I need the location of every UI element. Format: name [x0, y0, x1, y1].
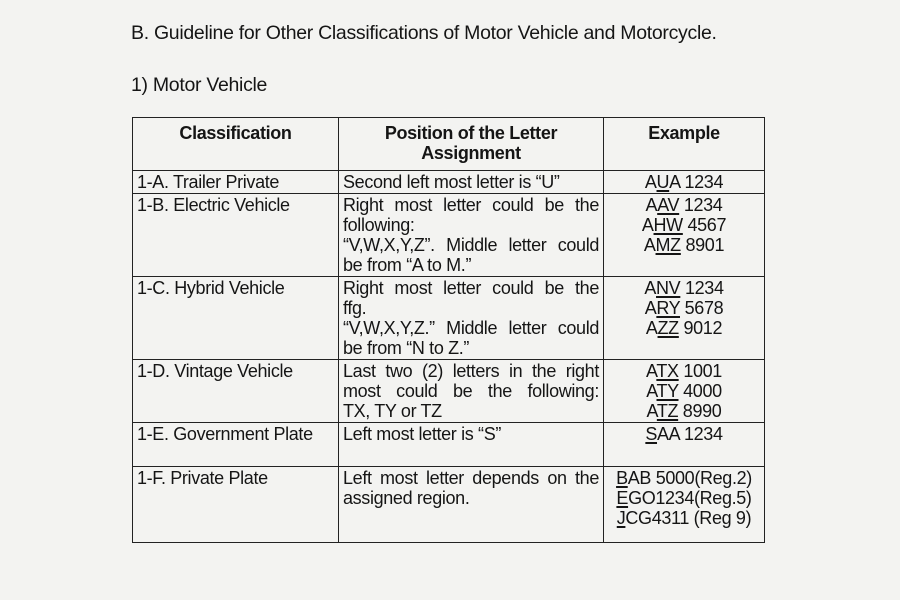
plate-text: 8990: [678, 401, 722, 421]
plate-example: [608, 278, 760, 298]
highlighted-letters: ZZ: [657, 318, 679, 338]
position-cell: [339, 277, 604, 360]
plate-example: [608, 361, 760, 381]
plate-example: [608, 381, 760, 401]
example-cell: [604, 467, 765, 543]
example-cell: [604, 171, 765, 194]
position-line: following:: [343, 215, 415, 235]
plate-example: [608, 298, 760, 318]
plate-example: [608, 401, 760, 421]
plate-example: [608, 318, 760, 338]
plate-text: A: [643, 235, 656, 255]
position-line: Left most letter is “S”: [343, 424, 501, 444]
classification-cell: 1-C. Hybrid Vehicle: [133, 277, 339, 360]
example-cell: [604, 277, 765, 360]
table-header-row: [133, 118, 765, 171]
plate-text: AA 1234: [657, 424, 723, 444]
table-row: [133, 171, 765, 194]
plate-text: A: [646, 381, 657, 401]
plate-example: [608, 508, 760, 528]
header-classification: Classification: [133, 118, 339, 171]
example-cell: [604, 194, 765, 277]
plate-text: A: [644, 298, 657, 318]
plate-text: 8901: [680, 235, 725, 255]
plate-example: [608, 195, 760, 215]
highlighted-letters: TX: [656, 361, 679, 381]
plate-text: GO1234(Reg.5): [628, 488, 752, 508]
position-line: be from “N to Z.”: [343, 338, 470, 358]
position-line: Right most letter could be the: [343, 195, 599, 215]
position-line: Right most letter could be the: [343, 278, 599, 298]
highlighted-letters: HW: [653, 215, 683, 235]
table-row: [133, 467, 765, 543]
plate-text: 5678: [680, 298, 724, 318]
plate-text: AB 5000(Reg.2): [627, 468, 752, 488]
plate-text: 1234: [680, 278, 724, 298]
plate-example: [608, 235, 760, 255]
position-cell: [339, 423, 604, 467]
plate-text: 4567: [682, 215, 727, 235]
plate-example: [608, 424, 760, 444]
plate-text: A: [644, 278, 657, 298]
classification-cell: 1-B. Electric Vehicle: [133, 194, 339, 277]
position-line: “V,W,X,Y,Z”. Middle letter could: [343, 235, 599, 255]
plate-text: 9012: [678, 318, 723, 338]
highlighted-letters: B: [616, 468, 628, 488]
plate-text: CG4311 (Reg 9): [625, 508, 752, 528]
position-line: Last two (2) letters in the right: [343, 361, 599, 381]
position-line: Second left most letter is “U”: [343, 172, 560, 192]
subsection-heading: 1) Motor Vehicle: [131, 74, 268, 96]
highlighted-letters: NV: [656, 278, 681, 298]
position-cell: [339, 360, 604, 423]
position-line: ffg.: [343, 298, 367, 318]
highlighted-letters: J: [616, 508, 626, 528]
header-example: Example: [604, 118, 765, 171]
position-line: “V,W,X,Y,Z.” Middle letter could: [343, 318, 599, 338]
plate-text: A: [646, 401, 657, 421]
plate-text: A: [645, 195, 658, 215]
position-cell: [339, 194, 604, 277]
classification-cell: 1-E. Government Plate: [133, 423, 339, 467]
section-heading: B. Guideline for Other Classifications of Motor Vehicle and Motorcycle.: [131, 22, 717, 44]
plate-example: [608, 215, 760, 235]
table-body: [133, 171, 765, 543]
plate-text: 1234: [679, 195, 723, 215]
position-line: assigned region.: [343, 488, 470, 508]
plate-text: A 1234: [669, 172, 724, 192]
classification-cell: 1-A. Trailer Private: [133, 171, 339, 194]
highlighted-letters: U: [656, 172, 670, 192]
position-line: Left most letter depends on the: [343, 468, 599, 488]
classification-cell: 1-F. Private Plate: [133, 467, 339, 543]
table-row: [133, 194, 765, 277]
highlighted-letters: MZ: [655, 235, 681, 255]
classification-table: [132, 117, 765, 543]
position-line: be from “A to M.”: [343, 255, 472, 275]
table-row: [133, 423, 765, 467]
plate-text: 4000: [678, 381, 722, 401]
header-position: Position of the Letter Assignment: [339, 118, 604, 171]
position-cell: [339, 171, 604, 194]
classification-cell: 1-D. Vintage Vehicle: [133, 360, 339, 423]
position-line: TX, TY or TZ: [343, 401, 442, 421]
example-cell: [604, 423, 765, 467]
plate-text: A: [646, 361, 657, 381]
example-cell: [604, 360, 765, 423]
highlighted-letters: E: [616, 488, 629, 508]
highlighted-letters: TZ: [656, 401, 679, 421]
highlighted-letters: AV: [657, 195, 680, 215]
position-line: most could be the following:: [343, 381, 599, 401]
highlighted-letters: TY: [656, 381, 679, 401]
plate-text: A: [644, 172, 657, 192]
plate-example: [608, 468, 760, 488]
table-row: [133, 360, 765, 423]
table-row: [133, 277, 765, 360]
plate-example: [608, 488, 760, 508]
highlighted-letters: RY: [656, 298, 680, 318]
plate-example: [608, 172, 760, 192]
plate-text: A: [641, 215, 654, 235]
plate-text: A: [645, 318, 658, 338]
plate-text: 1001: [678, 361, 722, 381]
position-cell: [339, 467, 604, 543]
highlighted-letters: S: [645, 424, 658, 444]
